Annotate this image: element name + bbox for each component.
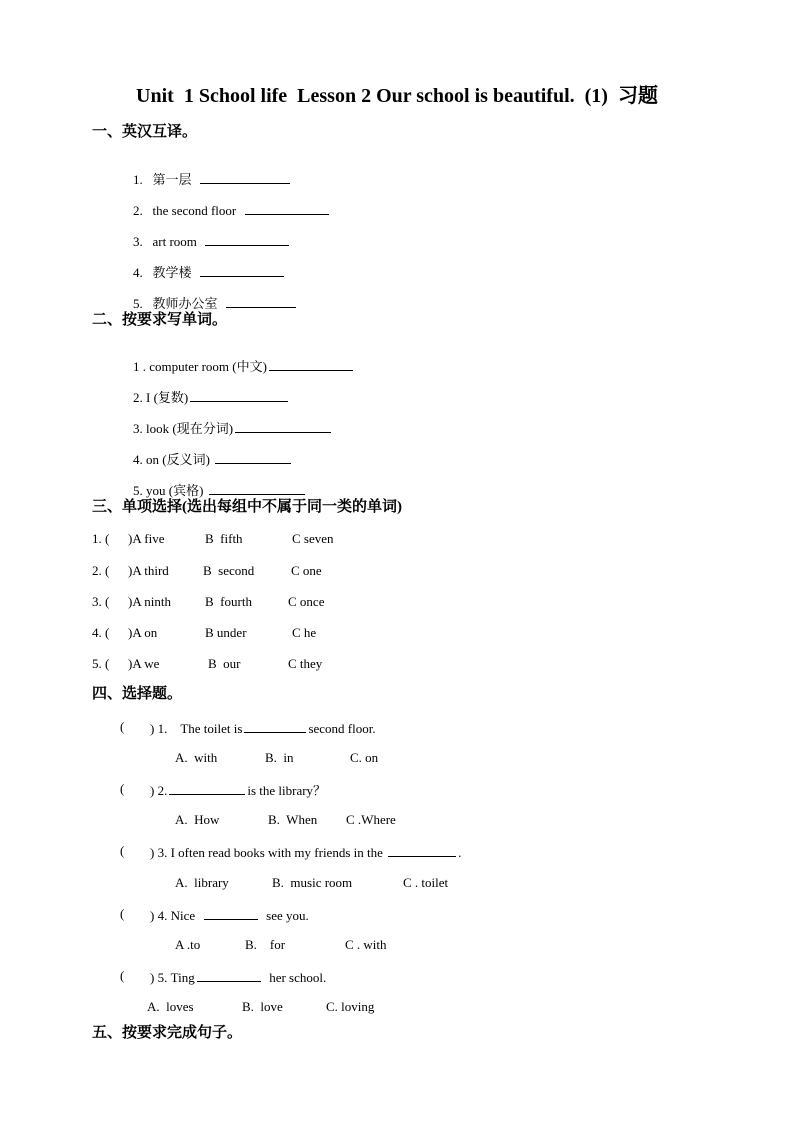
- answer-blank[interactable]: [205, 233, 289, 246]
- answer-blank[interactable]: [204, 907, 258, 920]
- question-text: ) 3. I often read books with my friends in the .: [150, 845, 462, 860]
- question-number: 3. (: [92, 594, 110, 609]
- list-item: 5. 教师办公室: [120, 282, 298, 323]
- answer-blank[interactable]: [215, 451, 291, 464]
- question-text: ) 2. is the library？: [150, 783, 327, 798]
- question-text: ) 4. Nice see you.: [150, 908, 309, 923]
- question-number: 5. (: [92, 656, 110, 671]
- list-item: 1 . computer room (中文): [120, 345, 355, 386]
- list-item: 4. on (反义词): [120, 438, 293, 479]
- answer-blank[interactable]: [197, 969, 261, 982]
- option-a[interactable]: )A third: [128, 563, 169, 578]
- option-a[interactable]: A .to: [175, 937, 201, 952]
- question-number: 1. (: [92, 531, 110, 546]
- option-c[interactable]: C seven: [292, 531, 334, 546]
- answer-blank[interactable]: [269, 358, 353, 371]
- section-3-heading: 三、单项选择(选出每组中不属于同一类的单词): [92, 499, 402, 515]
- section-4-heading: 四、选择题。: [92, 686, 183, 702]
- answer-paren[interactable]: (: [120, 781, 125, 796]
- answer-blank[interactable]: [245, 202, 329, 215]
- option-c[interactable]: C once: [288, 594, 325, 609]
- option-c[interactable]: C. on: [350, 750, 379, 765]
- option-c[interactable]: C they: [288, 656, 323, 671]
- answer-blank[interactable]: [200, 264, 284, 277]
- page-title: Unit 1 School life Lesson 2 Our school is beautiful. (1) 习题: [136, 85, 658, 107]
- option-c[interactable]: C he: [292, 625, 317, 640]
- option-c[interactable]: C. loving: [326, 999, 375, 1014]
- question-number: 2. (: [92, 563, 110, 578]
- list-item: 5. you (宾格): [120, 469, 307, 510]
- answer-paren[interactable]: (: [120, 719, 125, 734]
- option-b[interactable]: B our: [208, 656, 241, 671]
- option-b[interactable]: B under: [205, 625, 247, 640]
- answer-paren[interactable]: (: [120, 843, 125, 858]
- list-item: 2. the second floor: [120, 189, 331, 230]
- option-a[interactable]: A. with: [175, 750, 218, 765]
- answer-blank[interactable]: [235, 420, 331, 433]
- answer-blank[interactable]: [200, 171, 290, 184]
- option-a[interactable]: )A ninth: [128, 594, 171, 609]
- option-c[interactable]: C .Where: [346, 812, 396, 827]
- list-item: 3. art room: [120, 220, 291, 261]
- section-2-heading: 二、按要求写单词。: [92, 312, 228, 328]
- option-a[interactable]: A. library: [175, 875, 229, 890]
- option-a[interactable]: )A five: [128, 531, 165, 546]
- list-item: 1. 第一层: [120, 158, 292, 199]
- list-item: 4. 教学楼: [120, 251, 286, 292]
- option-c[interactable]: C . toilet: [403, 875, 449, 890]
- question-number: 4. (: [92, 625, 110, 640]
- option-b[interactable]: B second: [203, 563, 255, 578]
- list-item: 2. I (复数): [120, 376, 290, 417]
- answer-paren[interactable]: (: [120, 906, 125, 921]
- answer-blank[interactable]: [169, 782, 245, 795]
- option-c[interactable]: C . with: [345, 937, 387, 952]
- option-a[interactable]: A. loves: [147, 999, 194, 1014]
- answer-blank[interactable]: [388, 844, 456, 857]
- option-b[interactable]: B. music room: [272, 875, 353, 890]
- option-b[interactable]: B. When: [268, 812, 318, 827]
- question-text: ) 5. Ting her school.: [150, 970, 327, 985]
- option-b[interactable]: B. love: [242, 999, 283, 1014]
- answer-blank[interactable]: [244, 720, 306, 733]
- option-b[interactable]: B fourth: [205, 594, 252, 609]
- answer-paren[interactable]: (: [120, 968, 125, 983]
- answer-blank[interactable]: [190, 389, 288, 402]
- option-b[interactable]: B. in: [265, 750, 294, 765]
- option-b[interactable]: B fifth: [205, 531, 243, 546]
- option-a[interactable]: A. How: [175, 812, 220, 827]
- answer-blank[interactable]: [209, 482, 305, 495]
- option-c[interactable]: C one: [291, 563, 322, 578]
- question-text: ) 1. The toilet is second floor.: [150, 721, 376, 736]
- section-5-heading: 五、按要求完成句子。: [92, 1025, 243, 1041]
- list-item: 3. look (现在分词): [120, 407, 333, 448]
- option-a[interactable]: )A we: [128, 656, 160, 671]
- option-b[interactable]: B. for: [245, 937, 286, 952]
- option-a[interactable]: )A on: [128, 625, 158, 640]
- section-1-heading: 一、英汉互译。: [92, 124, 198, 140]
- answer-blank[interactable]: [226, 295, 296, 308]
